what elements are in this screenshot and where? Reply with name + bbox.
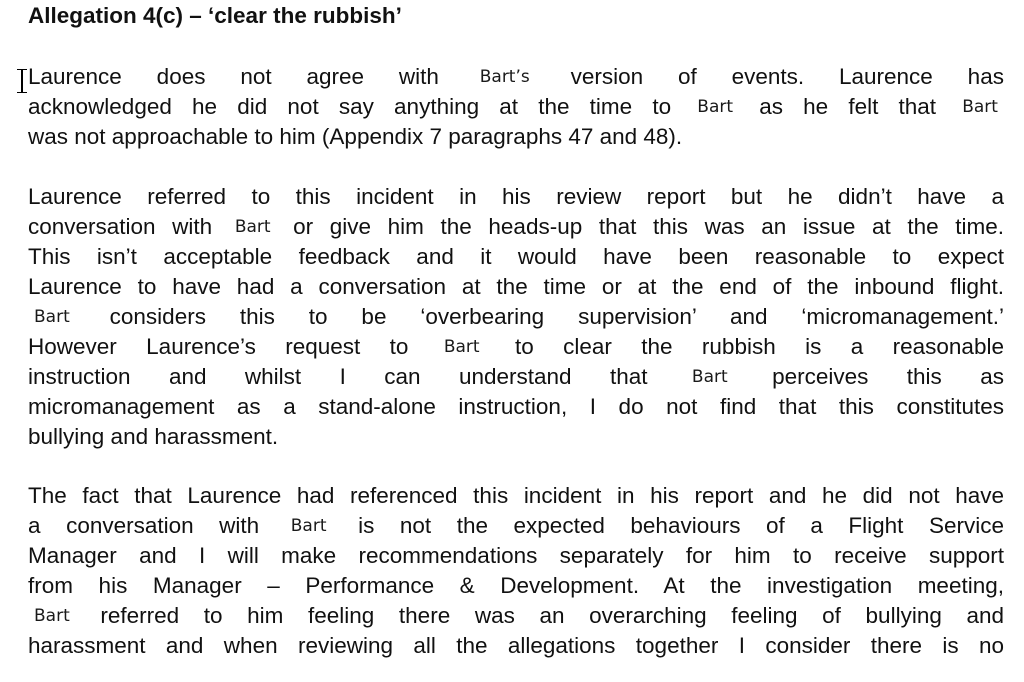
text-line (28, 601, 1004, 631)
text-segment: perceives this as (772, 364, 1004, 389)
text-line (28, 302, 1004, 332)
text-cursor-icon (17, 68, 27, 94)
document-page (28, 0, 1004, 682)
text-line (28, 62, 1004, 92)
text-segment: from his Manager – Performance & Development. At the investigation meeting, (28, 573, 1004, 598)
text-line (28, 511, 1004, 541)
text-line (28, 122, 1004, 152)
paragraph-3 (28, 481, 1004, 661)
text-segment: Laurence does not agree with (28, 64, 439, 89)
text-line (28, 481, 1004, 511)
text-line (28, 212, 1004, 242)
text-segment: instruction and whilst I can understand that (28, 364, 648, 389)
redacted-name: Bart (234, 217, 271, 237)
text-segment: as he felt that (759, 94, 937, 119)
text-line (28, 362, 1004, 392)
text-line (28, 272, 1004, 302)
text-segment: However Laurence’s request to (28, 334, 409, 359)
paragraph-2 (28, 182, 1004, 452)
text-segment: referred to him feeling there was an overarching feeling of bullying and (100, 603, 1004, 628)
text-segment: to clear the rubbish is a reasonable (514, 334, 1004, 359)
text-line (28, 422, 1004, 452)
text-segment: The fact that Laurence had referenced this incident in his report and he did not have (28, 483, 1004, 508)
text-segment: or give him the heads-up that this was an issue at the time. (293, 214, 1004, 239)
text-line (28, 392, 1004, 422)
text-segment: a conversation with (28, 513, 260, 538)
text-segment: version of events. Laurence has (570, 64, 1004, 89)
redacted-name: Bart (697, 97, 734, 117)
paragraph-1 (28, 62, 1004, 152)
redacted-name: Bart (962, 97, 998, 117)
text-line (28, 242, 1004, 272)
text-line (28, 571, 1004, 601)
text-segment: Manager and I will make recommendations separately for him to receive support (28, 543, 1004, 568)
text-segment: bullying and harassment. (28, 424, 279, 449)
redacted-name: Bart’s (479, 67, 530, 87)
redacted-name: Bart (34, 606, 70, 626)
text-segment: conversation with (28, 214, 213, 239)
text-line (28, 182, 1004, 212)
text-segment: was not approachable to him (Appendix 7 paragraphs 47 and 48). (28, 124, 683, 149)
redacted-name: Bart (691, 367, 728, 387)
text-line (28, 92, 1004, 122)
text-segment: acknowledged he did not say anything at the time to (28, 94, 672, 119)
text-segment: harassment and when reviewing all the allegations together I consider there is no (28, 633, 1004, 658)
text-segment: This isn’t acceptable feedback and it would have been reasonable to expect (28, 244, 1004, 269)
section-heading: Allegation 4(c) – ‘clear the rubbish’ (28, 3, 402, 28)
text-segment: Laurence referred to this incident in his review report but he didn’t have a (28, 184, 1004, 209)
text-segment: Laurence to have had a conversation at the time or at the end of the inbound flight. (28, 274, 1004, 299)
text-segment: micromanagement as a stand-alone instruction, I do not find that this constitutes (28, 394, 1004, 419)
text-line (28, 631, 1004, 661)
text-line (28, 541, 1004, 571)
redacted-name: Bart (443, 337, 480, 357)
text-segment: considers this to be ‘overbearing supervision’ and ‘micromanagement.’ (109, 304, 1004, 329)
text-segment: is not the expected behaviours of a Flight Service (358, 513, 1004, 538)
redacted-name: Bart (290, 516, 327, 536)
text-line (28, 332, 1004, 362)
redacted-name: Bart (34, 307, 70, 327)
